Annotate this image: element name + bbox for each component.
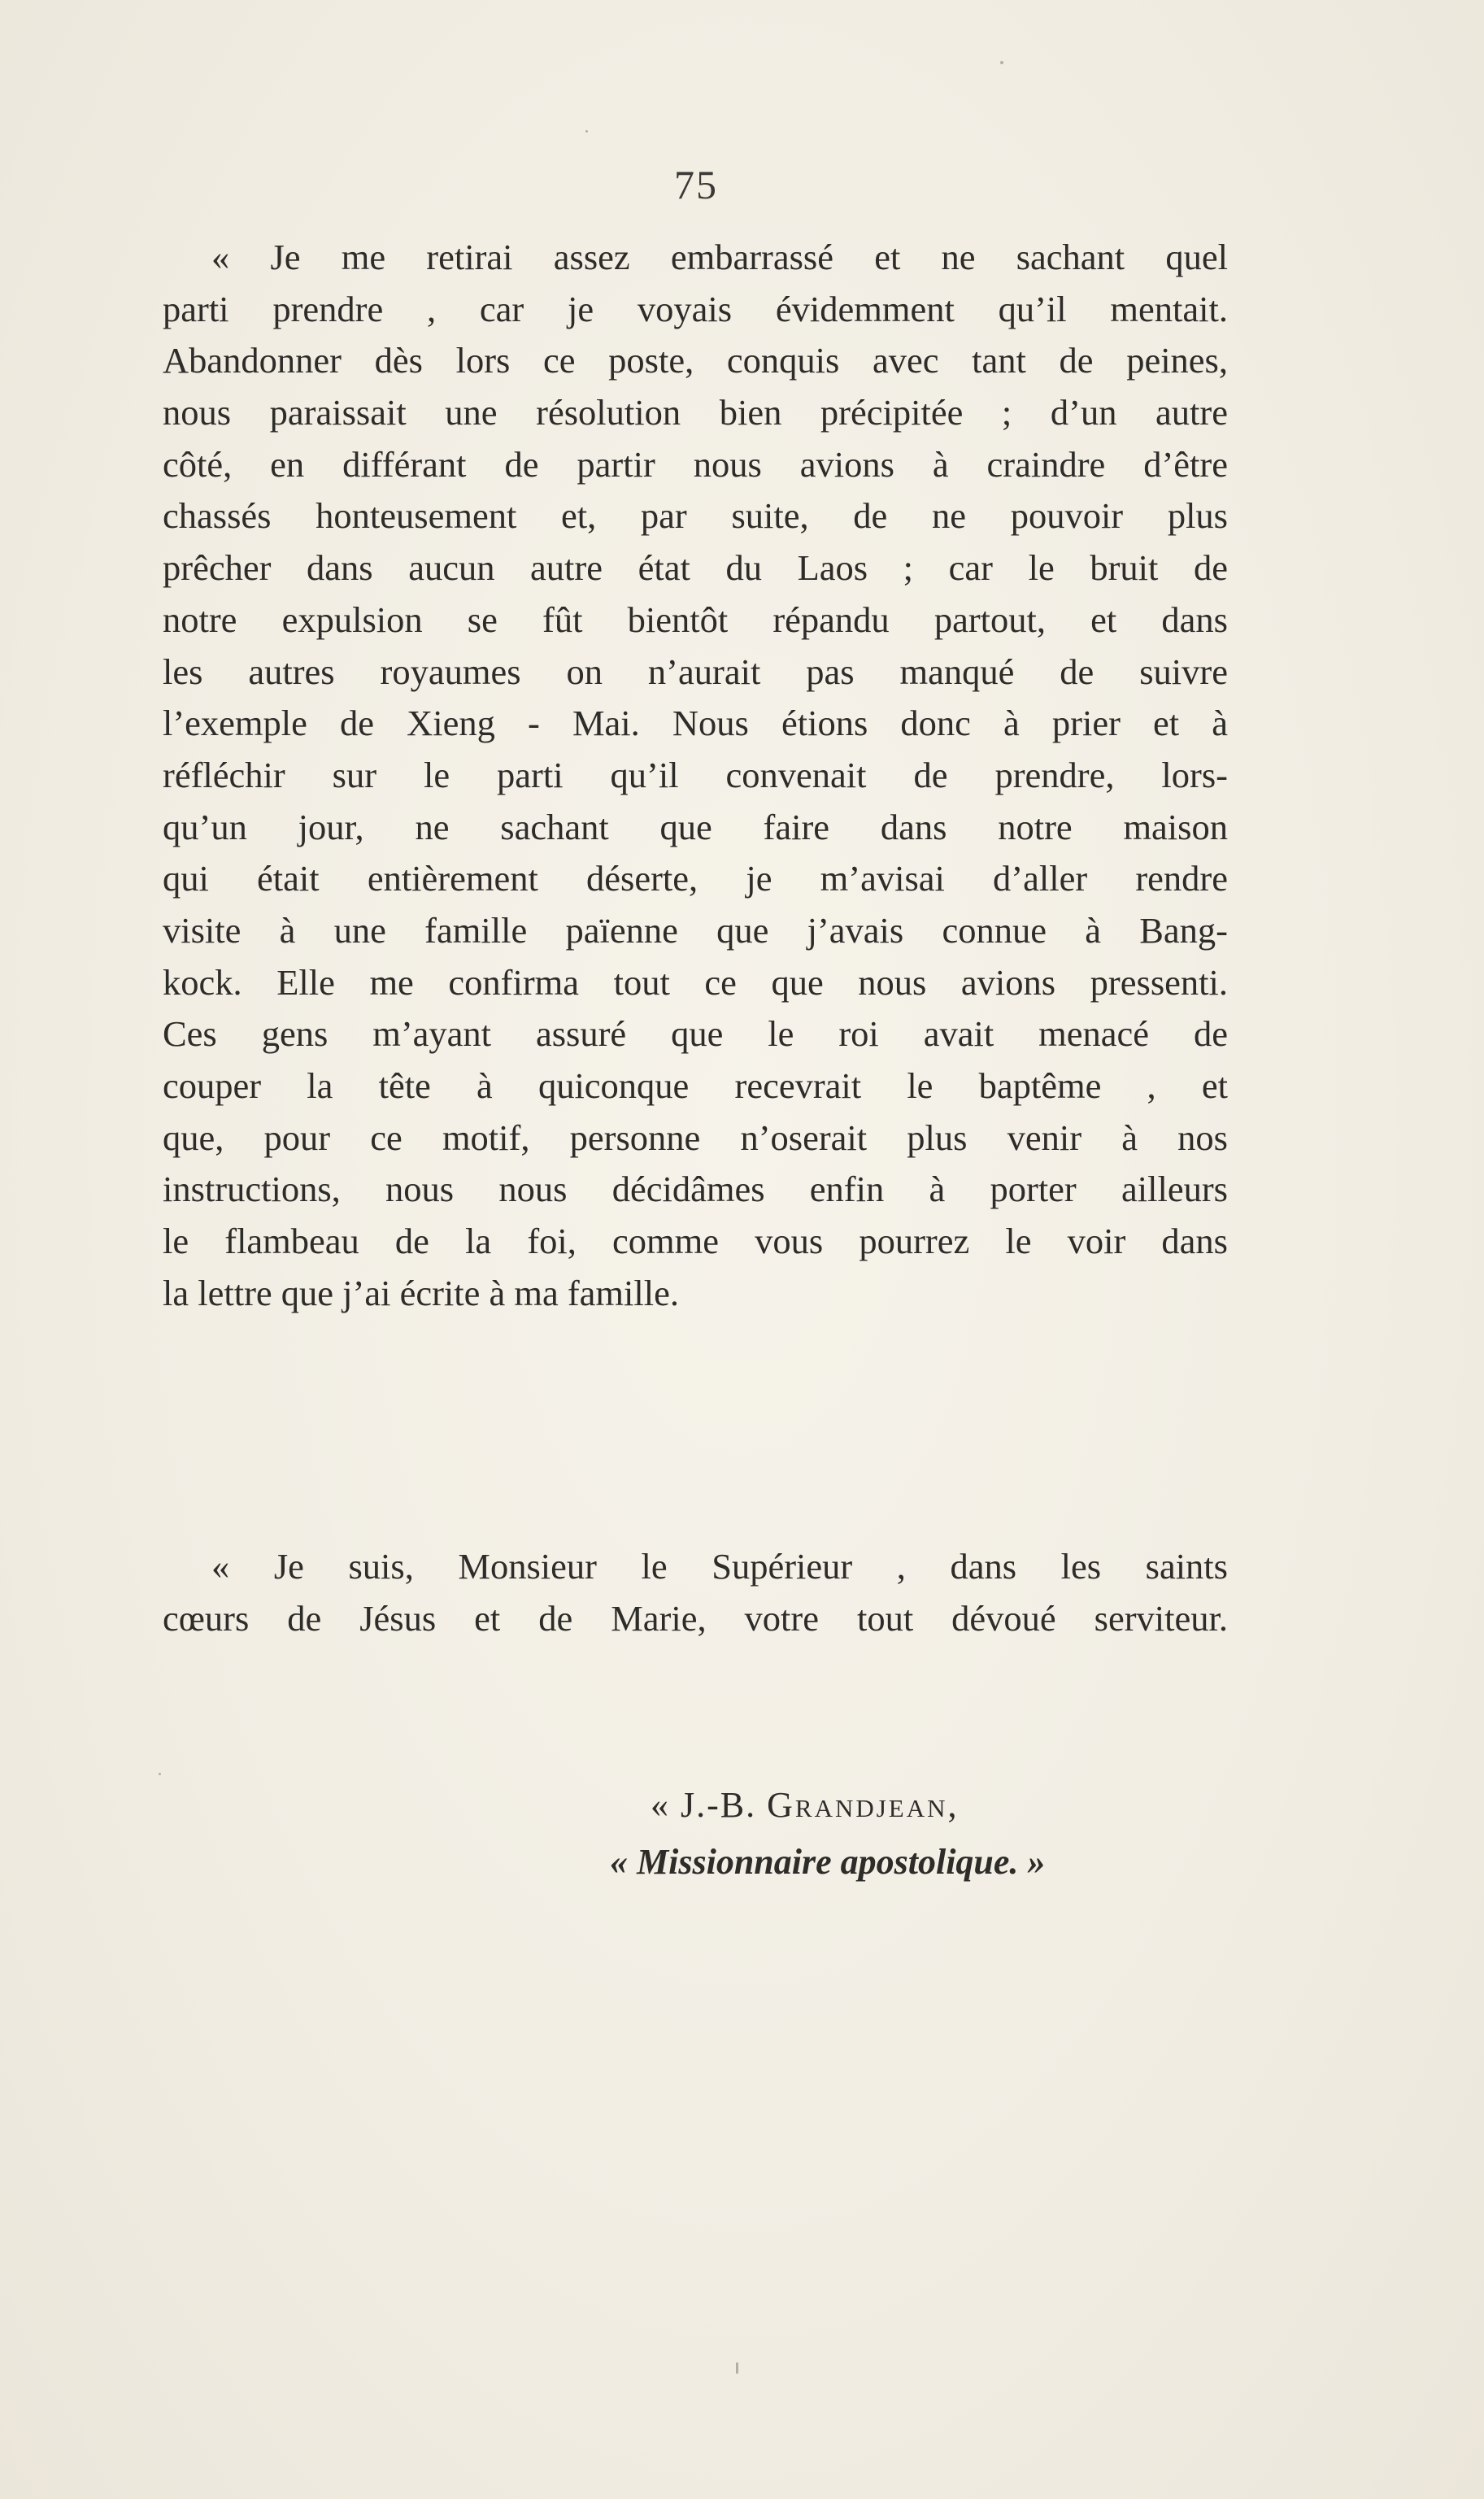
- text-line: parti prendre , car je voyais évidemment qu’il mentait.: [163, 288, 1228, 329]
- text-line: Abandonner dès lors ce poste, conquis avec tant de peines,: [163, 340, 1228, 381]
- text-line: chassés honteusement et, par suite, de ne pouvoir plus: [163, 495, 1228, 537]
- signature-block: [610, 1777, 1046, 1891]
- text-line: notre expulsion se fût bientôt répandu partout, et dans: [163, 599, 1228, 640]
- signature-surname: Grandjean,: [767, 1785, 960, 1825]
- text-line: le flambeau de la foi, comme vous pourrez le voir dans: [163, 1221, 1228, 1262]
- text-line: instructions, nous nous décidâmes enfin à porter ailleurs: [163, 1169, 1228, 1210]
- paper-speck: [1000, 61, 1003, 64]
- paper-speck: [159, 1773, 161, 1775]
- text-line: nous paraissait une résolution bien précipitée ; d’un autre: [163, 392, 1228, 433]
- paper-speck: [585, 130, 588, 133]
- text-line: les autres royaumes on n’aurait pas manqué de suivre: [163, 651, 1228, 692]
- paragraph-2: [163, 1541, 1228, 1644]
- paragraph-1: [163, 232, 1228, 1319]
- text-line: réfléchir sur le parti qu’il convenait de prendre, lors-: [163, 754, 1228, 795]
- text-line: la lettre que j’ai écrite à ma famille.: [163, 1272, 680, 1313]
- text-line: qu’un jour, ne sachant que faire dans notre maison: [163, 806, 1228, 847]
- signature-name: [651, 1777, 1045, 1834]
- text-line: Ces gens m’ayant assuré que le roi avait menacé de: [163, 1013, 1228, 1055]
- text-line: kock. Elle me confirma tout ce que nous avions pressenti.: [163, 961, 1228, 1003]
- text-line: qui était entièrement déserte, je m’avisai d’aller rendre: [163, 858, 1228, 899]
- text-line: « Je me retirai assez embarrassé et ne sachant quel: [211, 237, 1228, 277]
- signature-prefix: « J.-B.: [651, 1785, 768, 1825]
- text-line: couper la tête à quiconque recevrait le baptême , et: [163, 1065, 1228, 1106]
- page-number: 75: [674, 162, 718, 207]
- text-line: « Je suis, Monsieur le Supérieur , dans les saints: [211, 1546, 1228, 1587]
- signature-title: « Missionnaire apostolique. »: [610, 1842, 1046, 1882]
- text-line: l’exemple de Xieng - Mai. Nous étions donc à prier et à: [163, 703, 1228, 744]
- text-line: visite à une famille païenne que j’avais connue à Bang-: [163, 909, 1228, 951]
- paper-speck: [736, 2362, 738, 2374]
- text-line: cœurs de Jésus et de Marie, votre tout dévoué serviteur.: [163, 1597, 1228, 1639]
- text-line: côté, en différant de partir nous avions à craindre d’être: [163, 443, 1228, 485]
- text-line: que, pour ce motif, personne n’oserait plus venir à nos: [163, 1117, 1228, 1158]
- text-line: prêcher dans aucun autre état du Laos ; car le bruit de: [163, 547, 1228, 589]
